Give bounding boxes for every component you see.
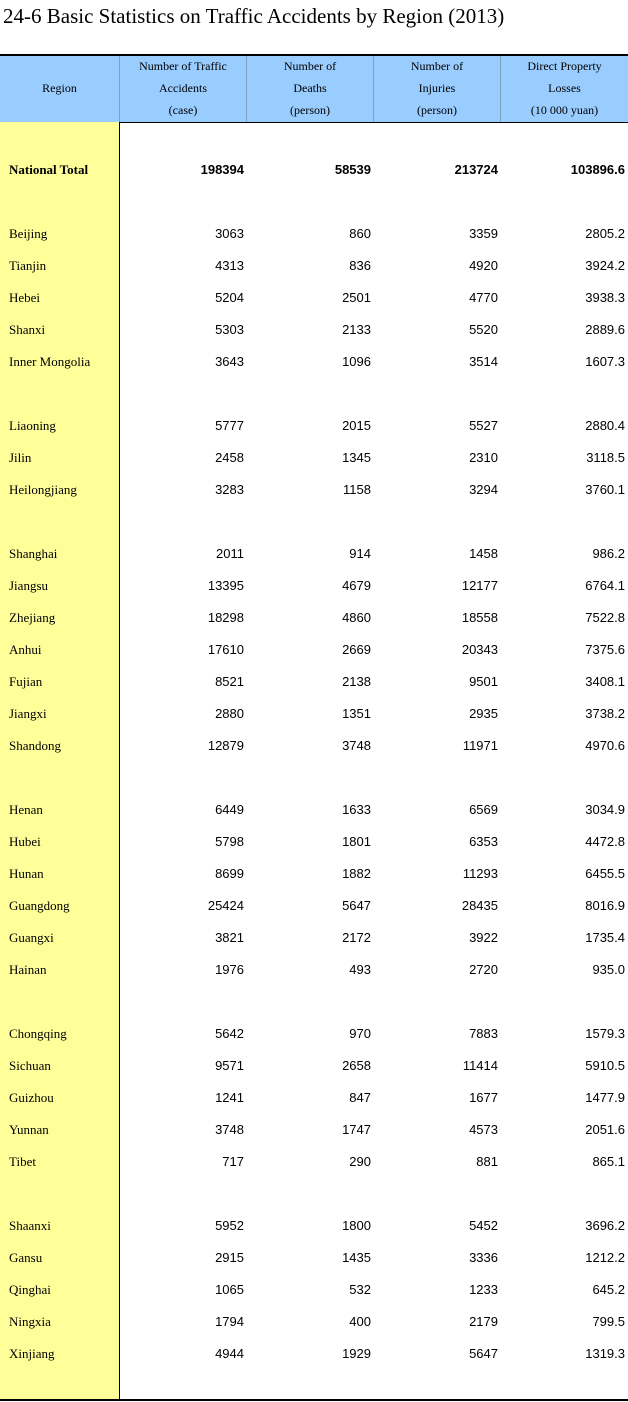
injuries-value: 4920 [469, 258, 498, 273]
deaths-value: 493 [349, 962, 371, 977]
accidents-value: 25424 [207, 898, 244, 913]
accidents-value: 2915 [215, 1250, 244, 1265]
national-total-deaths: 58539 [334, 162, 371, 177]
deaths-value: 1435 [342, 1250, 371, 1265]
accidents-value: 5952 [215, 1218, 244, 1233]
table-header [0, 56, 628, 123]
injuries-value: 1677 [469, 1090, 498, 1105]
accidents-value: 1794 [215, 1314, 244, 1329]
table-row [0, 800, 628, 820]
table-row [0, 1152, 628, 1172]
injuries-value: 5527 [469, 418, 498, 433]
table-row [0, 1312, 628, 1332]
deaths-value: 1882 [342, 866, 371, 881]
losses-value: 4472.8 [585, 834, 625, 849]
header-injuries-line1: Number of [410, 59, 464, 73]
header-deaths-line2: Deaths [293, 81, 327, 95]
region-name: Liaoning [9, 418, 56, 433]
injuries-value: 2935 [469, 706, 498, 721]
region-name: Zhejiang [9, 610, 56, 625]
accidents-value: 1976 [215, 962, 244, 977]
losses-value: 1735.4 [585, 930, 625, 945]
losses-value: 935.0 [592, 962, 625, 977]
accidents-value: 3283 [215, 482, 244, 497]
region-name: Guizhou [9, 1090, 54, 1105]
deaths-value: 3748 [342, 738, 371, 753]
injuries-value: 11293 [462, 866, 498, 881]
region-name: Tibet [9, 1154, 36, 1169]
injuries-value: 1233 [469, 1282, 498, 1297]
deaths-value: 532 [349, 1282, 371, 1297]
losses-value: 1579.3 [585, 1026, 625, 1041]
accidents-value: 2880 [215, 706, 244, 721]
table-row [0, 1248, 628, 1268]
deaths-value: 1929 [342, 1346, 371, 1361]
accidents-value: 717 [222, 1154, 244, 1169]
region-name: Hebei [9, 290, 41, 305]
table-row [0, 704, 628, 724]
injuries-value: 11414 [462, 1058, 498, 1073]
header-accidents [119, 56, 246, 122]
deaths-value: 2658 [342, 1058, 371, 1073]
accidents-value: 3748 [215, 1122, 244, 1137]
deaths-value: 1345 [342, 450, 371, 465]
losses-value: 6455.5 [585, 866, 625, 881]
region-name: Anhui [9, 642, 42, 657]
table-row [0, 288, 628, 308]
header-region [0, 56, 119, 122]
injuries-value: 28435 [461, 898, 498, 913]
deaths-value: 914 [349, 546, 371, 561]
injuries-value: 11971 [462, 738, 498, 753]
region-name: Hubei [9, 834, 41, 849]
deaths-value: 5647 [342, 898, 371, 913]
losses-value: 2889.6 [585, 322, 625, 337]
deaths-value: 2669 [342, 642, 371, 657]
table-row [0, 448, 628, 468]
header-accidents-unit: (case) [168, 103, 198, 117]
region-name: Heilongjiang [9, 482, 77, 497]
table-row [0, 1024, 628, 1044]
losses-value: 2051.6 [585, 1122, 625, 1137]
injuries-value: 9501 [469, 674, 498, 689]
losses-value: 5910.5 [585, 1058, 625, 1073]
injuries-value: 881 [476, 1154, 498, 1169]
losses-value: 6764.1 [585, 578, 625, 593]
table-bottom-rule [0, 1399, 628, 1401]
injuries-value: 6353 [469, 834, 498, 849]
region-name: Shaanxi [9, 1218, 51, 1233]
region-name: Guangdong [9, 898, 70, 913]
accidents-value: 3063 [215, 226, 244, 241]
table-row [0, 320, 628, 340]
injuries-value: 4770 [469, 290, 498, 305]
injuries-value: 1458 [469, 546, 498, 561]
region-name: Ningxia [9, 1314, 51, 1329]
table-row [0, 1120, 628, 1140]
table-row [0, 1216, 628, 1236]
header-deaths-unit: (person) [290, 103, 330, 117]
region-name: Gansu [9, 1250, 43, 1265]
table-row [0, 864, 628, 884]
losses-value: 3938.3 [585, 290, 625, 305]
table-row [0, 960, 628, 980]
region-column-band [0, 122, 120, 1400]
region-name: Sichuan [9, 1058, 51, 1073]
losses-value: 3408.1 [585, 674, 625, 689]
losses-value: 2805.2 [585, 226, 625, 241]
header-losses-unit: (10 000 yuan) [530, 103, 599, 117]
region-name: Xinjiang [9, 1346, 55, 1361]
accidents-value: 18298 [207, 610, 244, 625]
national-total-accidents: 198394 [200, 162, 244, 177]
table-row [0, 1056, 628, 1076]
losses-value: 8016.9 [585, 898, 625, 913]
deaths-value: 1351 [342, 706, 371, 721]
injuries-value: 3294 [469, 482, 498, 497]
accidents-value: 2458 [215, 450, 244, 465]
region-name: Shandong [9, 738, 61, 753]
deaths-value: 2138 [342, 674, 371, 689]
losses-value: 4970.6 [585, 738, 625, 753]
table-row [0, 736, 628, 756]
deaths-value: 1096 [342, 354, 371, 369]
losses-value: 865.1 [592, 1154, 625, 1169]
table-row [0, 672, 628, 692]
accidents-value: 8521 [215, 674, 244, 689]
deaths-value: 4860 [342, 610, 371, 625]
injuries-value: 5647 [469, 1346, 498, 1361]
deaths-value: 4679 [342, 578, 371, 593]
accidents-value: 1065 [215, 1282, 244, 1297]
deaths-value: 1747 [342, 1122, 371, 1137]
losses-value: 1212.2 [585, 1250, 625, 1265]
deaths-value: 1801 [342, 834, 371, 849]
table-row [0, 544, 628, 564]
national-total-injuries: 213724 [454, 162, 498, 177]
injuries-value: 12177 [461, 578, 498, 593]
losses-value: 3696.2 [585, 1218, 625, 1233]
injuries-value: 3359 [469, 226, 498, 241]
header-accidents-line1: Number of Traffic [139, 59, 227, 73]
table-row [0, 1280, 628, 1300]
deaths-value: 400 [349, 1314, 371, 1329]
table-row [0, 416, 628, 436]
losses-value: 799.5 [592, 1314, 625, 1329]
header-deaths [246, 56, 373, 122]
region-name: Fujian [9, 674, 43, 689]
deaths-value: 847 [349, 1090, 371, 1105]
deaths-value: 2015 [342, 418, 371, 433]
injuries-value: 20343 [461, 642, 498, 657]
accidents-value: 4944 [215, 1346, 244, 1361]
region-name: Jilin [9, 450, 32, 465]
accidents-value: 2011 [216, 546, 244, 561]
losses-value: 3118.5 [586, 450, 625, 465]
losses-value: 3034.9 [585, 802, 625, 817]
accidents-value: 5798 [215, 834, 244, 849]
header-losses-line1: Direct Property [527, 59, 602, 73]
header-injuries [373, 56, 500, 122]
accidents-value: 3643 [215, 354, 244, 369]
national-total-losses: 103896.6 [570, 162, 625, 177]
table-row-national-total [0, 160, 628, 180]
header-injuries-line2: Injuries [418, 81, 456, 95]
region-name: Inner Mongolia [9, 354, 91, 369]
table-row [0, 896, 628, 916]
injuries-value: 3336 [469, 1250, 498, 1265]
table-row [0, 1344, 628, 1364]
deaths-value: 1158 [343, 482, 371, 497]
deaths-value: 970 [349, 1026, 371, 1041]
region-name: Henan [9, 802, 43, 817]
region-name: Shanxi [9, 322, 46, 337]
injuries-value: 7883 [469, 1026, 498, 1041]
deaths-value: 2172 [342, 930, 371, 945]
losses-value: 3924.2 [585, 258, 625, 273]
region-name: Hunan [9, 866, 44, 881]
region-name: Beijing [9, 226, 48, 241]
accidents-value: 8699 [215, 866, 244, 881]
header-region-label: Region [42, 81, 77, 95]
injuries-value: 2720 [469, 962, 498, 977]
losses-value: 3760.1 [585, 482, 625, 497]
losses-value: 2880.4 [585, 418, 625, 433]
table-row [0, 608, 628, 628]
region-name: Yunnan [9, 1122, 49, 1137]
losses-value: 1477.9 [585, 1090, 625, 1105]
injuries-value: 3922 [469, 930, 498, 945]
injuries-value: 2310 [469, 450, 498, 465]
injuries-value: 5452 [469, 1218, 498, 1233]
table-row [0, 224, 628, 244]
region-name: Chongqing [9, 1026, 67, 1041]
accidents-value: 17610 [207, 642, 244, 657]
losses-value: 7522.8 [585, 610, 625, 625]
header-accidents-line2: Accidents [159, 81, 207, 95]
injuries-value: 4573 [469, 1122, 498, 1137]
losses-value: 3738.2 [585, 706, 625, 721]
region-name: Jiangxi [9, 706, 47, 721]
accidents-value: 9571 [215, 1058, 244, 1073]
accidents-value: 5204 [215, 290, 244, 305]
injuries-value: 6569 [469, 802, 498, 817]
accidents-value: 3821 [215, 930, 244, 945]
page-title: 24-6 Basic Statistics on Traffic Accidents by Region (2013) [3, 4, 505, 28]
region-name: Tianjin [9, 258, 47, 273]
table-row [0, 576, 628, 596]
injuries-value: 3514 [469, 354, 498, 369]
table-row [0, 352, 628, 372]
deaths-value: 1633 [342, 802, 371, 817]
header-deaths-line1: Number of [283, 59, 337, 73]
accidents-value: 5642 [215, 1026, 244, 1041]
accidents-value: 5777 [215, 418, 244, 433]
injuries-value: 18558 [461, 610, 498, 625]
table-row [0, 832, 628, 852]
accidents-value: 5303 [215, 322, 244, 337]
deaths-value: 2501 [342, 290, 371, 305]
table-row [0, 256, 628, 276]
accidents-value: 6449 [215, 802, 244, 817]
losses-value: 7375.6 [585, 642, 625, 657]
injuries-value: 5520 [469, 322, 498, 337]
header-losses-line2: Losses [548, 81, 581, 95]
header-losses [500, 56, 628, 122]
table-row [0, 928, 628, 948]
accidents-value: 12879 [207, 738, 244, 753]
deaths-value: 860 [349, 226, 371, 241]
header-injuries-unit: (person) [417, 103, 457, 117]
deaths-value: 290 [349, 1154, 371, 1169]
table-row [0, 1088, 628, 1108]
losses-value: 986.2 [592, 546, 625, 561]
injuries-value: 2179 [469, 1314, 498, 1329]
region-name: Hainan [9, 962, 47, 977]
deaths-value: 1800 [342, 1218, 371, 1233]
region-name: Guangxi [9, 930, 54, 945]
deaths-value: 836 [349, 258, 371, 273]
accidents-value: 1241 [215, 1090, 244, 1105]
table-row [0, 640, 628, 660]
region-name: Shanghai [9, 546, 58, 561]
losses-value: 645.2 [592, 1282, 625, 1297]
losses-value: 1319.3 [585, 1346, 625, 1361]
region-name: Qinghai [9, 1282, 51, 1297]
losses-value: 1607.3 [585, 354, 625, 369]
table-row [0, 480, 628, 500]
deaths-value: 2133 [342, 322, 371, 337]
accidents-value: 4313 [215, 258, 244, 273]
accidents-value: 13395 [207, 578, 244, 593]
national-total-label: National Total [9, 162, 89, 177]
region-name: Jiangsu [9, 578, 48, 593]
